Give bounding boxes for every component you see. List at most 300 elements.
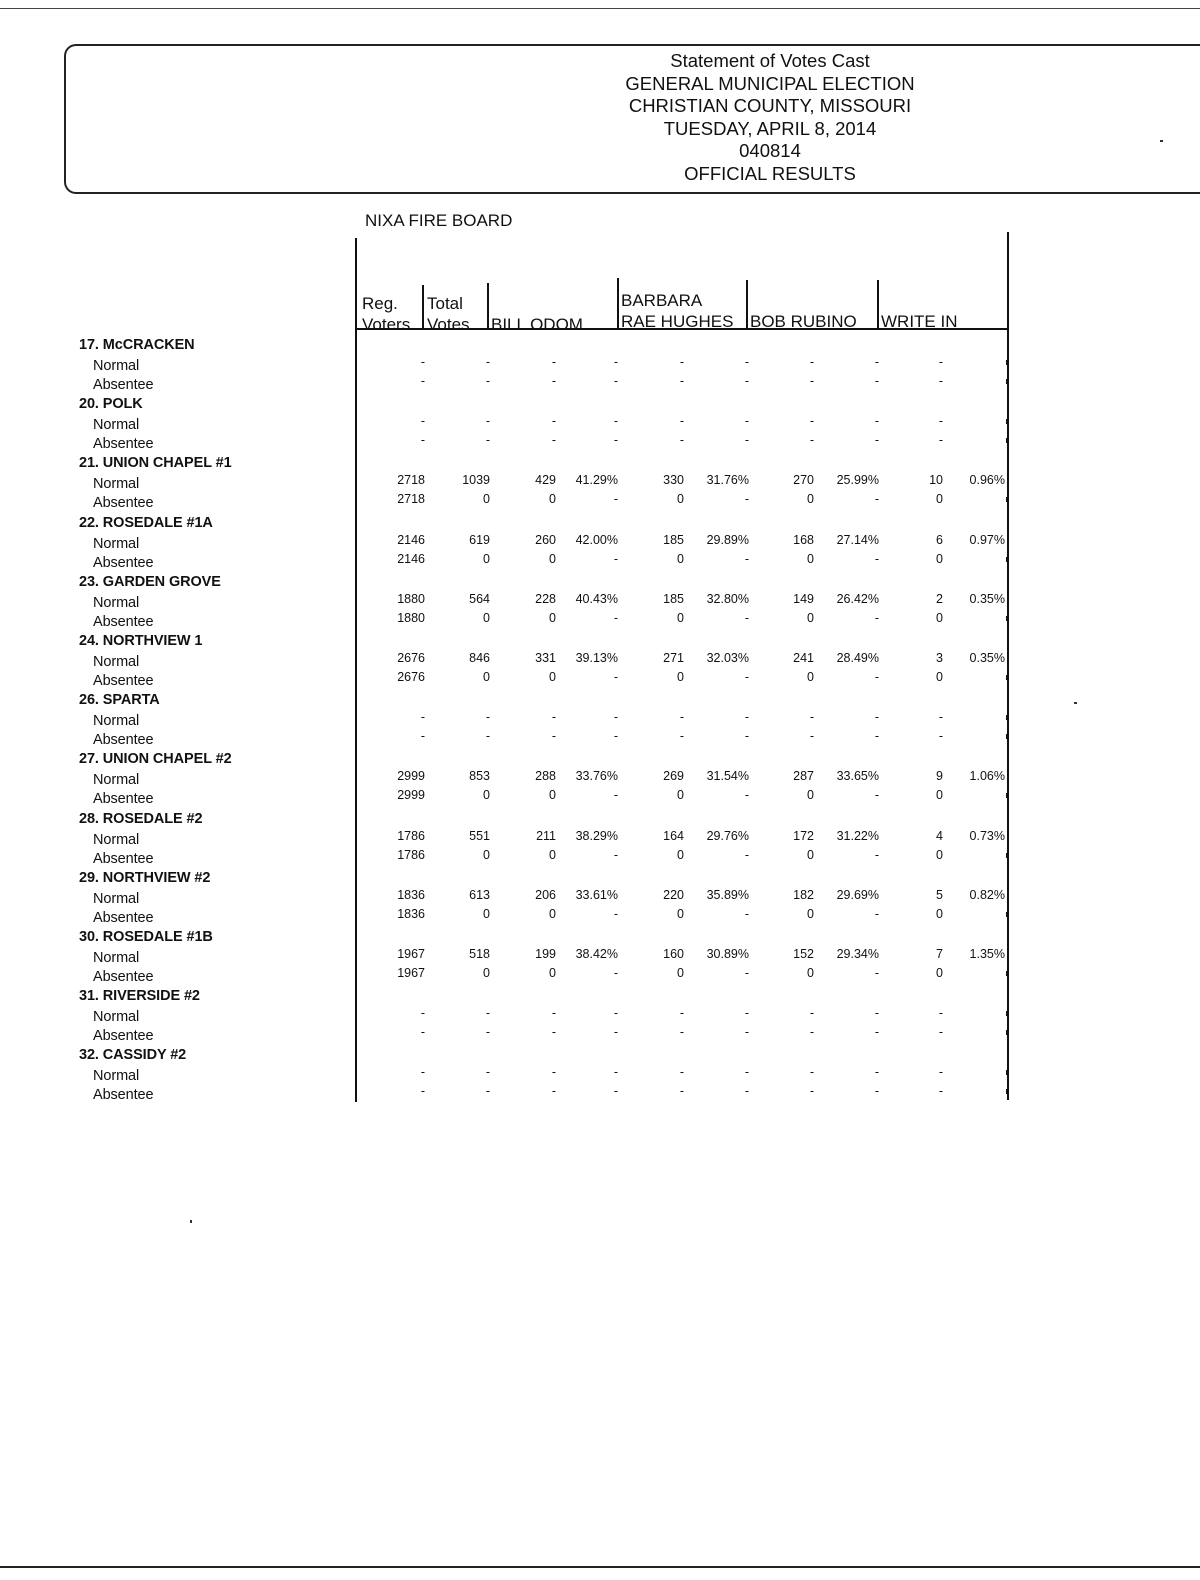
precinct-name: 27. UNION CHAPEL #2 [79, 751, 232, 768]
table-cell: 5 [936, 887, 943, 902]
table-cell: 172 [793, 828, 814, 843]
table-cell: - [679, 1025, 684, 1040]
table-cell: - [744, 1084, 749, 1099]
table-cell: - [744, 374, 749, 388]
row-label: Normal [93, 1068, 140, 1085]
table-cell: 0.73% [969, 828, 1005, 843]
table-cell: 1880 [397, 591, 425, 606]
table-cell: 1786 [397, 828, 425, 843]
row-label: Normal [93, 417, 140, 434]
table-cell: 0 [677, 551, 684, 566]
row-label: Absentee [93, 1087, 154, 1104]
table-cell: 0 [936, 610, 943, 625]
stray-mark [190, 1220, 192, 1223]
table-cell: - [744, 414, 749, 429]
precinct-name: 29. NORTHVIEW #2 [79, 869, 211, 886]
table-cell: - [679, 729, 684, 744]
precinct-name: 21. UNION CHAPEL #1 [79, 455, 232, 472]
table-cell: 1.35% [969, 947, 1005, 961]
table-cell: 0 [677, 847, 684, 862]
table-cell: - [874, 670, 879, 684]
table-cell: 33.76% [575, 769, 618, 784]
row-label: Normal [93, 890, 140, 907]
table-cell: 38.42% [575, 947, 618, 961]
table-cell: - [874, 847, 879, 862]
table-cell: 0 [483, 906, 490, 921]
table-cell: - [874, 1006, 879, 1021]
table-cell: - [744, 670, 749, 684]
table-cell: - [613, 966, 618, 980]
col-sep-hughes [617, 278, 619, 329]
table-cell: 260 [535, 532, 556, 547]
table-cell: 0.35% [969, 591, 1005, 606]
table-cell: - [744, 788, 749, 803]
right-edge-tick [1006, 1030, 1007, 1035]
contest-title: NIXA FIRE BOARD [365, 211, 513, 230]
table-cell: 0 [483, 492, 490, 507]
table-cell: - [744, 906, 749, 921]
table-cell: - [420, 374, 425, 388]
table-cell: 288 [535, 769, 556, 784]
table-cell: 25.99% [836, 473, 879, 488]
table-cell: 29.89% [706, 532, 749, 547]
row-label: Normal [93, 654, 140, 670]
table-cell: 0 [807, 610, 814, 625]
table-cell: 33.61% [575, 887, 618, 902]
table-cell: 613 [469, 887, 490, 902]
table-cell: - [744, 492, 749, 507]
precinct-name: 24. NORTHVIEW 1 [79, 633, 203, 649]
precinct-name: 30. ROSEDALE #1B [79, 929, 213, 945]
table-cell: 0 [677, 966, 684, 980]
table-cell: 846 [469, 651, 490, 665]
col-sep-odom [487, 283, 489, 329]
table-cell: 1967 [397, 966, 425, 980]
table-cell: - [744, 355, 749, 369]
table-cell: - [744, 847, 749, 862]
table-cell: - [613, 1084, 618, 1099]
table-cell: - [485, 1065, 490, 1080]
precinct-name: 32. CASSIDY #2 [79, 1047, 187, 1064]
table-cell: - [809, 1065, 814, 1080]
table-cell: - [874, 374, 879, 388]
table-cell: - [679, 1084, 684, 1099]
row-label: Normal [93, 831, 140, 848]
table-cell: 160 [663, 947, 684, 961]
table-cell: 0 [483, 610, 490, 625]
table-cell: - [679, 433, 684, 448]
right-edge-tick [1006, 557, 1007, 562]
table-cell: - [744, 551, 749, 566]
col-header-candidate: BARBARA RAE HUGHES [621, 291, 734, 331]
table-cell: - [613, 433, 618, 448]
table-cell: 0 [549, 610, 556, 625]
table-cell: 32.03% [706, 651, 749, 665]
table-cell: 185 [663, 591, 684, 606]
table-cell: 149 [793, 591, 814, 606]
table-cell: 32.80% [706, 591, 749, 606]
table-cell: 9 [936, 769, 943, 784]
table-cell: 0 [483, 551, 490, 566]
right-edge-tick [1006, 616, 1007, 621]
right-edge-tick [1006, 793, 1007, 798]
table-cell: - [874, 729, 879, 744]
col-header-candidate: BOB RUBINO [750, 312, 857, 331]
table-cell: 1786 [397, 847, 425, 862]
stray-mark [1160, 140, 1163, 142]
table-cell: 270 [793, 473, 814, 488]
table-cell: - [551, 1065, 556, 1080]
table-cell: - [679, 1006, 684, 1021]
table-cell: - [679, 1065, 684, 1080]
table-cell: - [874, 788, 879, 803]
table-cell: 1039 [462, 473, 490, 488]
table-cell: 0 [483, 847, 490, 862]
table-cell: 199 [535, 947, 556, 961]
table-cell: - [874, 1084, 879, 1099]
precinct-name: 23. GARDEN GROVE [79, 573, 221, 590]
right-edge-tick [1006, 360, 1007, 365]
table-cell: 2676 [397, 651, 425, 665]
table-cell: - [744, 433, 749, 448]
right-edge-tick [1006, 853, 1007, 858]
table-cell: - [551, 1006, 556, 1021]
table-cell: - [809, 433, 814, 448]
table-cell: 182 [793, 887, 814, 902]
table-cell: - [420, 1065, 425, 1080]
table-cell: 2146 [397, 551, 425, 566]
row-label: Absentee [93, 969, 154, 985]
right-edge-tick [1006, 1011, 1007, 1016]
table-cell: 1.06% [969, 769, 1005, 784]
table-cell: 35.89% [706, 887, 749, 902]
col-sep-rubino [746, 280, 748, 329]
row-label: Absentee [93, 673, 154, 689]
table-cell: 33.65% [836, 769, 879, 784]
table-cell: - [613, 374, 618, 388]
table-cell: - [420, 729, 425, 744]
table-cell: 518 [469, 947, 490, 961]
table-cell: - [938, 1084, 943, 1099]
table-cell: - [420, 1084, 425, 1099]
table-cell: - [679, 355, 684, 369]
table-cell: 331 [535, 651, 556, 665]
table-cell: - [679, 374, 684, 388]
table-cell: - [420, 1006, 425, 1021]
header-line-date: TUESDAY, APRIL 8, 2014 [663, 117, 877, 139]
table-cell: - [613, 355, 618, 369]
table-cell: 42.00% [575, 532, 618, 547]
bottom-rule [0, 1566, 1200, 1568]
table-cell: 29.69% [836, 887, 879, 902]
table-cell: 551 [469, 828, 490, 843]
table-cell: - [420, 355, 425, 369]
table-cell: - [613, 492, 618, 507]
table-cell: 0 [549, 492, 556, 507]
table-cell: 0 [483, 788, 490, 803]
table-cell: 2718 [397, 492, 425, 507]
table-cell: 0.96% [969, 473, 1005, 488]
table-cell: - [485, 729, 490, 744]
row-label: Absentee [93, 791, 154, 808]
table-cell: - [874, 433, 879, 448]
table-cell: 0 [936, 670, 943, 684]
table-cell: - [744, 729, 749, 744]
table-cell: - [420, 710, 425, 725]
table-cell: 164 [663, 828, 684, 843]
header-line-code: 040814 [739, 140, 801, 161]
table-cell: 0.35% [969, 651, 1005, 665]
row-label: Normal [93, 594, 140, 611]
table-cell: 0 [807, 492, 814, 507]
table-cell: - [613, 414, 618, 429]
table-cell: - [874, 492, 879, 507]
table-cell: 26.42% [836, 591, 879, 606]
table-cell: - [679, 710, 684, 725]
table-cell: 211 [536, 828, 556, 843]
header-line-county: CHRISTIAN COUNTY, MISSOURI [628, 95, 912, 116]
table-cell: - [874, 1065, 879, 1080]
table-cell: - [420, 414, 425, 429]
table-cell: 40.43% [575, 591, 618, 606]
table-cell: - [938, 1065, 943, 1080]
table-cell: - [809, 1006, 814, 1021]
table-cell: 0 [677, 492, 684, 507]
table-cell: - [613, 1025, 618, 1040]
table-right-border [1007, 232, 1009, 1100]
table-cell: - [679, 414, 684, 429]
row-label: Normal [93, 358, 140, 374]
table-cell: - [551, 433, 556, 448]
table-cell: - [613, 1006, 618, 1021]
table-cell: 0.82% [969, 887, 1005, 902]
precinct-name: 28. ROSEDALE #2 [79, 810, 203, 827]
col-sep-writein [877, 280, 879, 329]
table-cell: 0 [549, 966, 556, 980]
table-cell: 28.49% [836, 651, 879, 665]
right-edge-tick [1006, 1070, 1007, 1075]
table-cell: 619 [469, 532, 490, 547]
table-cell: - [551, 1084, 556, 1099]
table-cell: 0 [807, 670, 814, 684]
table-cell: 7 [936, 947, 943, 961]
table-cell: 0 [549, 906, 556, 921]
table-cell: - [874, 355, 879, 369]
table-cell: 0 [936, 966, 943, 980]
table-cell: - [874, 414, 879, 429]
table-cell: 0 [549, 551, 556, 566]
table-cell: 0 [807, 966, 814, 980]
table-cell: - [485, 1084, 490, 1099]
table-cell: 31.76% [706, 473, 749, 488]
row-label: Absentee [93, 732, 154, 749]
table-cell: 3 [936, 651, 943, 665]
table-cell: - [938, 1006, 943, 1021]
table-cell: 0 [807, 906, 814, 921]
table-cell: 0 [677, 610, 684, 625]
row-label: Absentee [93, 495, 154, 512]
table-cell: 31.54% [706, 769, 749, 784]
table-cell: 0 [807, 788, 814, 803]
table-cell: - [485, 374, 490, 388]
table-cell: 271 [663, 651, 684, 665]
table-cell: - [809, 414, 814, 429]
table-cell: - [551, 374, 556, 388]
table-cell: - [485, 1025, 490, 1040]
table-cell: 0 [677, 906, 684, 921]
table-cell: 0 [677, 670, 684, 684]
precinct-name: 22. ROSEDALE #1A [79, 514, 213, 531]
table-cell: - [551, 414, 556, 429]
table-cell: - [809, 710, 814, 725]
row-label: Absentee [93, 554, 154, 571]
table-cell: 564 [469, 591, 490, 606]
table-cell: 0 [549, 670, 556, 684]
top-rule [0, 8, 1200, 9]
table-cell: - [809, 1084, 814, 1099]
col-sep-total [422, 285, 424, 329]
table-cell: 0 [807, 551, 814, 566]
table-cell: - [551, 1025, 556, 1040]
table-cell: 152 [793, 947, 814, 961]
table-cell: - [874, 906, 879, 921]
table-cell: - [485, 355, 490, 369]
header-line-status: OFFICIAL RESULTS [684, 162, 856, 184]
right-edge-tick [1006, 379, 1007, 384]
table-cell: - [938, 1025, 943, 1040]
table-cell: - [613, 729, 618, 744]
table-cell: 228 [535, 591, 556, 606]
table-cell: - [938, 729, 943, 744]
col-header-total-votes: Total Votes [427, 294, 470, 334]
table-cell: 287 [793, 769, 814, 784]
table-cell: - [613, 670, 618, 684]
right-edge-tick [1006, 675, 1007, 680]
table-cell: 38.29% [575, 828, 618, 843]
table-cell: - [938, 355, 943, 369]
table-cell: - [874, 551, 879, 566]
table-cell: - [874, 966, 879, 980]
table-cell: 206 [535, 887, 556, 902]
table-cell: - [938, 414, 943, 429]
row-label: Absentee [93, 909, 154, 926]
row-label: Absentee [93, 377, 154, 393]
table-cell: - [809, 729, 814, 744]
table-cell: 1836 [397, 887, 425, 902]
right-edge-tick [1006, 497, 1007, 502]
table-cell: - [613, 551, 618, 566]
table-cell: 220 [663, 887, 684, 902]
table-cell: - [485, 414, 490, 429]
table-cell: 0 [549, 847, 556, 862]
table-cell: - [485, 433, 490, 448]
right-edge-tick [1006, 715, 1007, 720]
table-cell: - [938, 710, 943, 725]
table-cell: 0 [936, 551, 943, 566]
table-cell: 2146 [397, 532, 425, 547]
table-cell: 2999 [397, 769, 425, 784]
table-cell: 2999 [397, 788, 425, 803]
table-cell: - [938, 433, 943, 448]
table-cell: 30.89% [706, 947, 749, 961]
table-cell: 0 [936, 788, 943, 803]
precinct-name: 31. RIVERSIDE #2 [79, 988, 200, 1005]
col-header-candidate: BILL ODOM [491, 315, 583, 334]
table-cell: - [420, 433, 425, 448]
table-cell: - [744, 610, 749, 625]
table-cell: - [613, 788, 618, 803]
table-cell: - [613, 847, 618, 862]
table-left-border [355, 238, 357, 1102]
col-header-candidate: WRITE IN [881, 312, 958, 331]
row-label: Normal [93, 950, 140, 966]
report-header [588, 50, 952, 185]
right-edge-tick [1006, 419, 1007, 424]
table-cell: - [874, 610, 879, 625]
table-cell: 269 [663, 769, 684, 784]
table-cell: 0 [549, 788, 556, 803]
row-label: Normal [93, 772, 140, 789]
header-line-election: GENERAL MUNICIPAL ELECTION [625, 72, 915, 94]
table-cell: 429 [535, 473, 556, 488]
precinct-name: 26. SPARTA [79, 692, 160, 709]
col-header-reg-voters: Reg. Voters [362, 294, 411, 334]
row-label: Normal [93, 1009, 140, 1026]
table-cell: 2 [936, 591, 943, 606]
table-cell: 29.76% [706, 828, 749, 843]
table-cell: 2718 [397, 473, 425, 488]
table-cell: 1967 [397, 947, 425, 961]
row-label: Absentee [93, 850, 154, 867]
table-cell: 0 [807, 847, 814, 862]
table-cell: 0 [677, 788, 684, 803]
row-label: Normal [93, 535, 140, 552]
header-line-title: Statement of Votes Cast [670, 50, 870, 71]
table-cell: 10 [929, 473, 943, 488]
table-cell: 6 [936, 532, 943, 547]
table-cell: 29.34% [836, 947, 879, 961]
row-label: Normal [93, 713, 140, 730]
right-edge-tick [1006, 1089, 1007, 1094]
table-cell: 1836 [397, 906, 425, 921]
row-label: Absentee [93, 1028, 154, 1045]
stray-mark [1074, 702, 1077, 704]
table-cell: - [551, 729, 556, 744]
table-cell: 168 [793, 532, 814, 547]
table-cell: 853 [469, 769, 490, 784]
table-cell: 185 [663, 532, 684, 547]
table-cell: - [809, 355, 814, 369]
table-cell: - [744, 1065, 749, 1080]
row-label: Absentee [93, 436, 154, 453]
table-cell: - [420, 1025, 425, 1040]
table-cell: 0.97% [969, 532, 1005, 547]
right-edge-tick [1006, 734, 1007, 739]
table-cell: 41.29% [575, 473, 618, 488]
table-cell: - [938, 374, 943, 388]
table-cell: 39.13% [575, 651, 618, 665]
table-cell: 241 [793, 651, 814, 665]
table-cell: - [874, 1025, 879, 1040]
precinct-name: 17. McCRACKEN [79, 337, 195, 353]
table-cell: 0 [936, 847, 943, 862]
table-cell: - [809, 374, 814, 388]
table-cell: 2676 [397, 670, 425, 684]
table-cell: 0 [483, 966, 490, 980]
table-cell: - [874, 710, 879, 725]
table-cell: - [613, 906, 618, 921]
table-cell: - [485, 710, 490, 725]
